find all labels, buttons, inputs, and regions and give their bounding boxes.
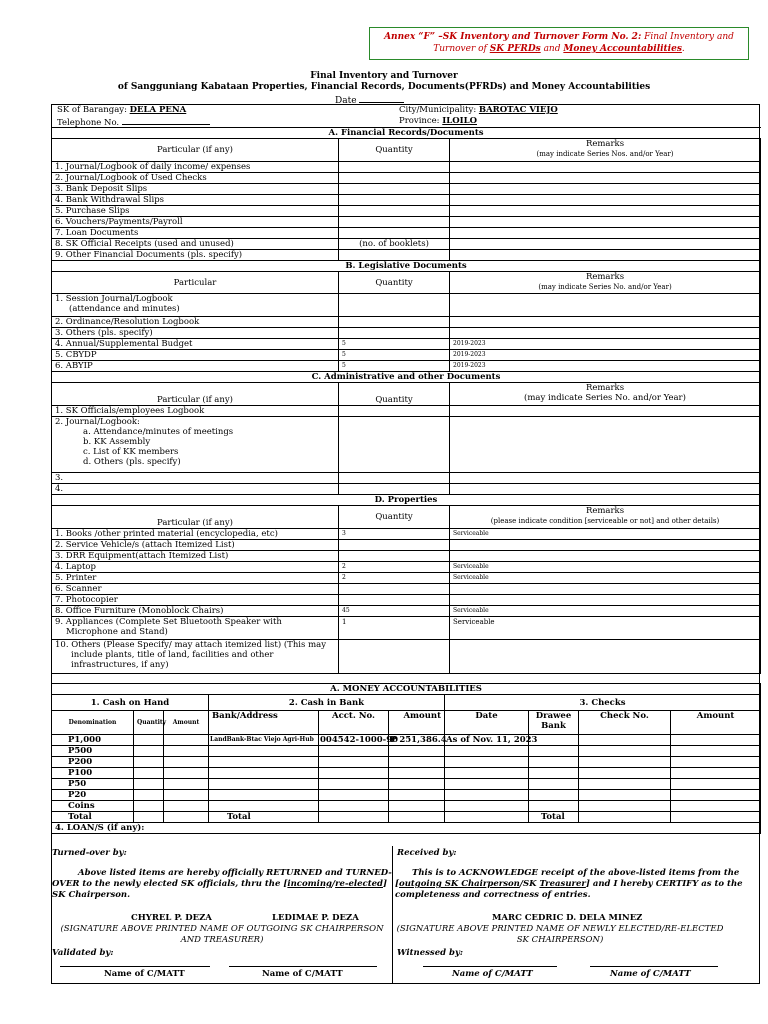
table-row: 1. Journal/Logbook of daily income/ expenses — [52, 162, 761, 173]
money-title: A. MONEY ACCOUNTABILITIES — [52, 684, 761, 695]
annex-box: Annex “F” –SK Inventory and Turnover Form No. 2: Final Inventory and Turnover of SK PFRDs and Money Accountabilities. — [369, 27, 749, 60]
province-value: ILOILO — [442, 116, 477, 126]
annex-prefix: Annex “F” –SK Inventory and Turnover Form No. 2: — [384, 32, 642, 42]
table-row: 10. Others (Please Specify/ may attach itemized list) (This may include plants, title of land, facilities and other infrastructures, if any) — [52, 640, 761, 674]
table-row: 7. Loan Documents — [52, 228, 761, 239]
section-d-title: D. Properties — [52, 495, 761, 506]
denomination-row: P20 — [52, 790, 761, 801]
province-line: Province: ILOILO — [399, 116, 477, 126]
table-row: 7. Photocopier — [52, 595, 761, 606]
money-groups: 1. Cash on Hand 2. Cash in Bank 3. Checks — [52, 695, 761, 711]
table-row: 4. Bank Withdrawal Slips — [52, 195, 761, 206]
denomination-row: P100 — [52, 768, 761, 779]
annex-text: Final Inventory and Turnover of — [433, 32, 734, 54]
table-row: 4. Annual/Supplemental Budget 5 2019-2023 — [52, 339, 761, 350]
table-row: 3. DRR Equipment(attach Itemized List) — [52, 551, 761, 562]
denomination-row: Total Total Total — [52, 812, 761, 823]
pfrd-table — [51, 127, 761, 674]
loans-label: 4. LOAN/S (if any): — [52, 823, 761, 834]
section-a-header: Particular (if any) Quantity Remarks (may indicate Series Nos. and/or Year) — [52, 139, 761, 162]
table-row: 2. Service Vehicle/s (attach Itemized List) — [52, 540, 761, 551]
table-row: 2. Ordinance/Resolution Logbook — [52, 317, 761, 328]
cmatt-1: Name of C/MATT — [104, 969, 185, 979]
money-table — [51, 683, 761, 834]
section-a-title: A. Financial Records/Documents — [52, 128, 761, 139]
footer-divider — [392, 846, 393, 984]
denomination-row: P200 — [52, 757, 761, 768]
table-row: 1. SK Officials/employees Logbook — [52, 406, 761, 417]
table-row: 2. Journal/Logbook: a. Attendance/minutes of meetings b. KK Assembly c. List of KK members d. Others (pls. specify) — [52, 417, 761, 473]
form-subtitle: of Sangguniang Kabataan Properties, Financial Records, Documents(PFRDs) and Money Accountabilities — [117, 82, 651, 92]
money-header: Denomination Quantity Amount Bank/Address Acct. No. Amount Date Drawee Bank Check No. Amount — [52, 711, 761, 735]
table-row: 1. Books /other printed material (encyclopedia, etc) 3 Serviceable — [52, 529, 761, 540]
city-line: City/Municipality: BAROTAC VIEJO — [399, 105, 558, 115]
table-row: 3. Bank Deposit Slips — [52, 184, 761, 195]
table-row: 1. Session Journal/Logbook (attendance and minutes) — [52, 294, 761, 317]
denomination-row: P50 — [52, 779, 761, 790]
table-row: 9. Other Financial Documents (pls. specify) — [52, 250, 761, 261]
denomination-row: P500 — [52, 746, 761, 757]
city-value: BAROTAC VIEJO — [478, 105, 558, 115]
table-row: 6. Vouchers/Payments/Payroll — [52, 217, 761, 228]
telephone-line: Telephone No. — [57, 116, 210, 129]
annex-money: Money Accountabilities — [563, 44, 682, 54]
outgoing-treasurer-name: LEDIMAE P. DEZA — [272, 913, 359, 923]
outgoing-chairperson-name: CHYREL P. DEZA — [131, 913, 212, 923]
annex-and: and — [540, 44, 564, 54]
section-d-header: Particular (if any) Quantity Remarks (please indicate condition [serviceable or not] and other details) — [52, 506, 761, 529]
incoming-chairperson-name: MARC CEDRIC D. DELA MINEZ — [492, 913, 643, 923]
section-c-header: Particular (if any) Quantity Remarks (may indicate Series No. and/or Year) — [52, 383, 761, 406]
table-row: 4. Laptop 2 Serviceable — [52, 562, 761, 573]
date-field: Date — [335, 94, 404, 106]
table-row: 2. Journal/Logbook of Used Checks — [52, 173, 761, 184]
annex-sk-pfrds: SK PFRDs — [489, 44, 541, 54]
cmatt-2: Name of C/MATT — [262, 969, 343, 979]
barangay-line: SK of Barangay: DELA PEÑA — [57, 105, 187, 115]
table-row: 6. ABYIP 5 2019-2023 — [52, 361, 761, 372]
table-row: 5. CBYDP 5 2019-2023 — [52, 350, 761, 361]
received-label: Received by: — [397, 848, 457, 858]
table-row: 6. Scanner — [52, 584, 761, 595]
witnessed-label: Witnessed by: — [397, 948, 464, 958]
form-title: Final Inventory and Turnover — [310, 71, 458, 81]
table-row: 3. Others (pls. specify) — [52, 328, 761, 339]
table-row: 8. SK Official Receipts (used and unused) (no. of booklets) — [52, 239, 761, 250]
denomination-row: Coins — [52, 801, 761, 812]
validated-label: Validated by: — [52, 948, 114, 958]
table-row: 8. Office Furniture (Monoblock Chairs) 45 Serviceable — [52, 606, 761, 617]
barangay-value: DELA PEÑA — [129, 105, 187, 115]
section-c-title: C. Administrative and other Documents — [52, 372, 761, 383]
table-row: 9. Appliances (Complete Set Bluetooth Speaker with Microphone and Stand) 1 Serviceable — [52, 617, 761, 640]
table-row: 3. — [52, 473, 761, 484]
table-row: 5. Printer 2 Serviceable — [52, 573, 761, 584]
cmatt-3: Name of C/MATT — [452, 969, 533, 979]
cmatt-4: Name of C/MATT — [610, 969, 691, 979]
table-row: 4. — [52, 484, 761, 495]
section-b-title: B. Legislative Documents — [52, 261, 761, 272]
turned-over-label: Turned-over by: — [52, 848, 127, 858]
table-row: 5. Purchase Slips — [52, 206, 761, 217]
section-b-header: Particular Quantity Remarks (may indicate Series No. and/or Year) — [52, 272, 761, 294]
denomination-row: P1,000 LandBank-Btac Viejo Agri-Hub 004542-1000-90 P 251,386.4 As of Nov. 11, 2023 — [52, 735, 761, 746]
